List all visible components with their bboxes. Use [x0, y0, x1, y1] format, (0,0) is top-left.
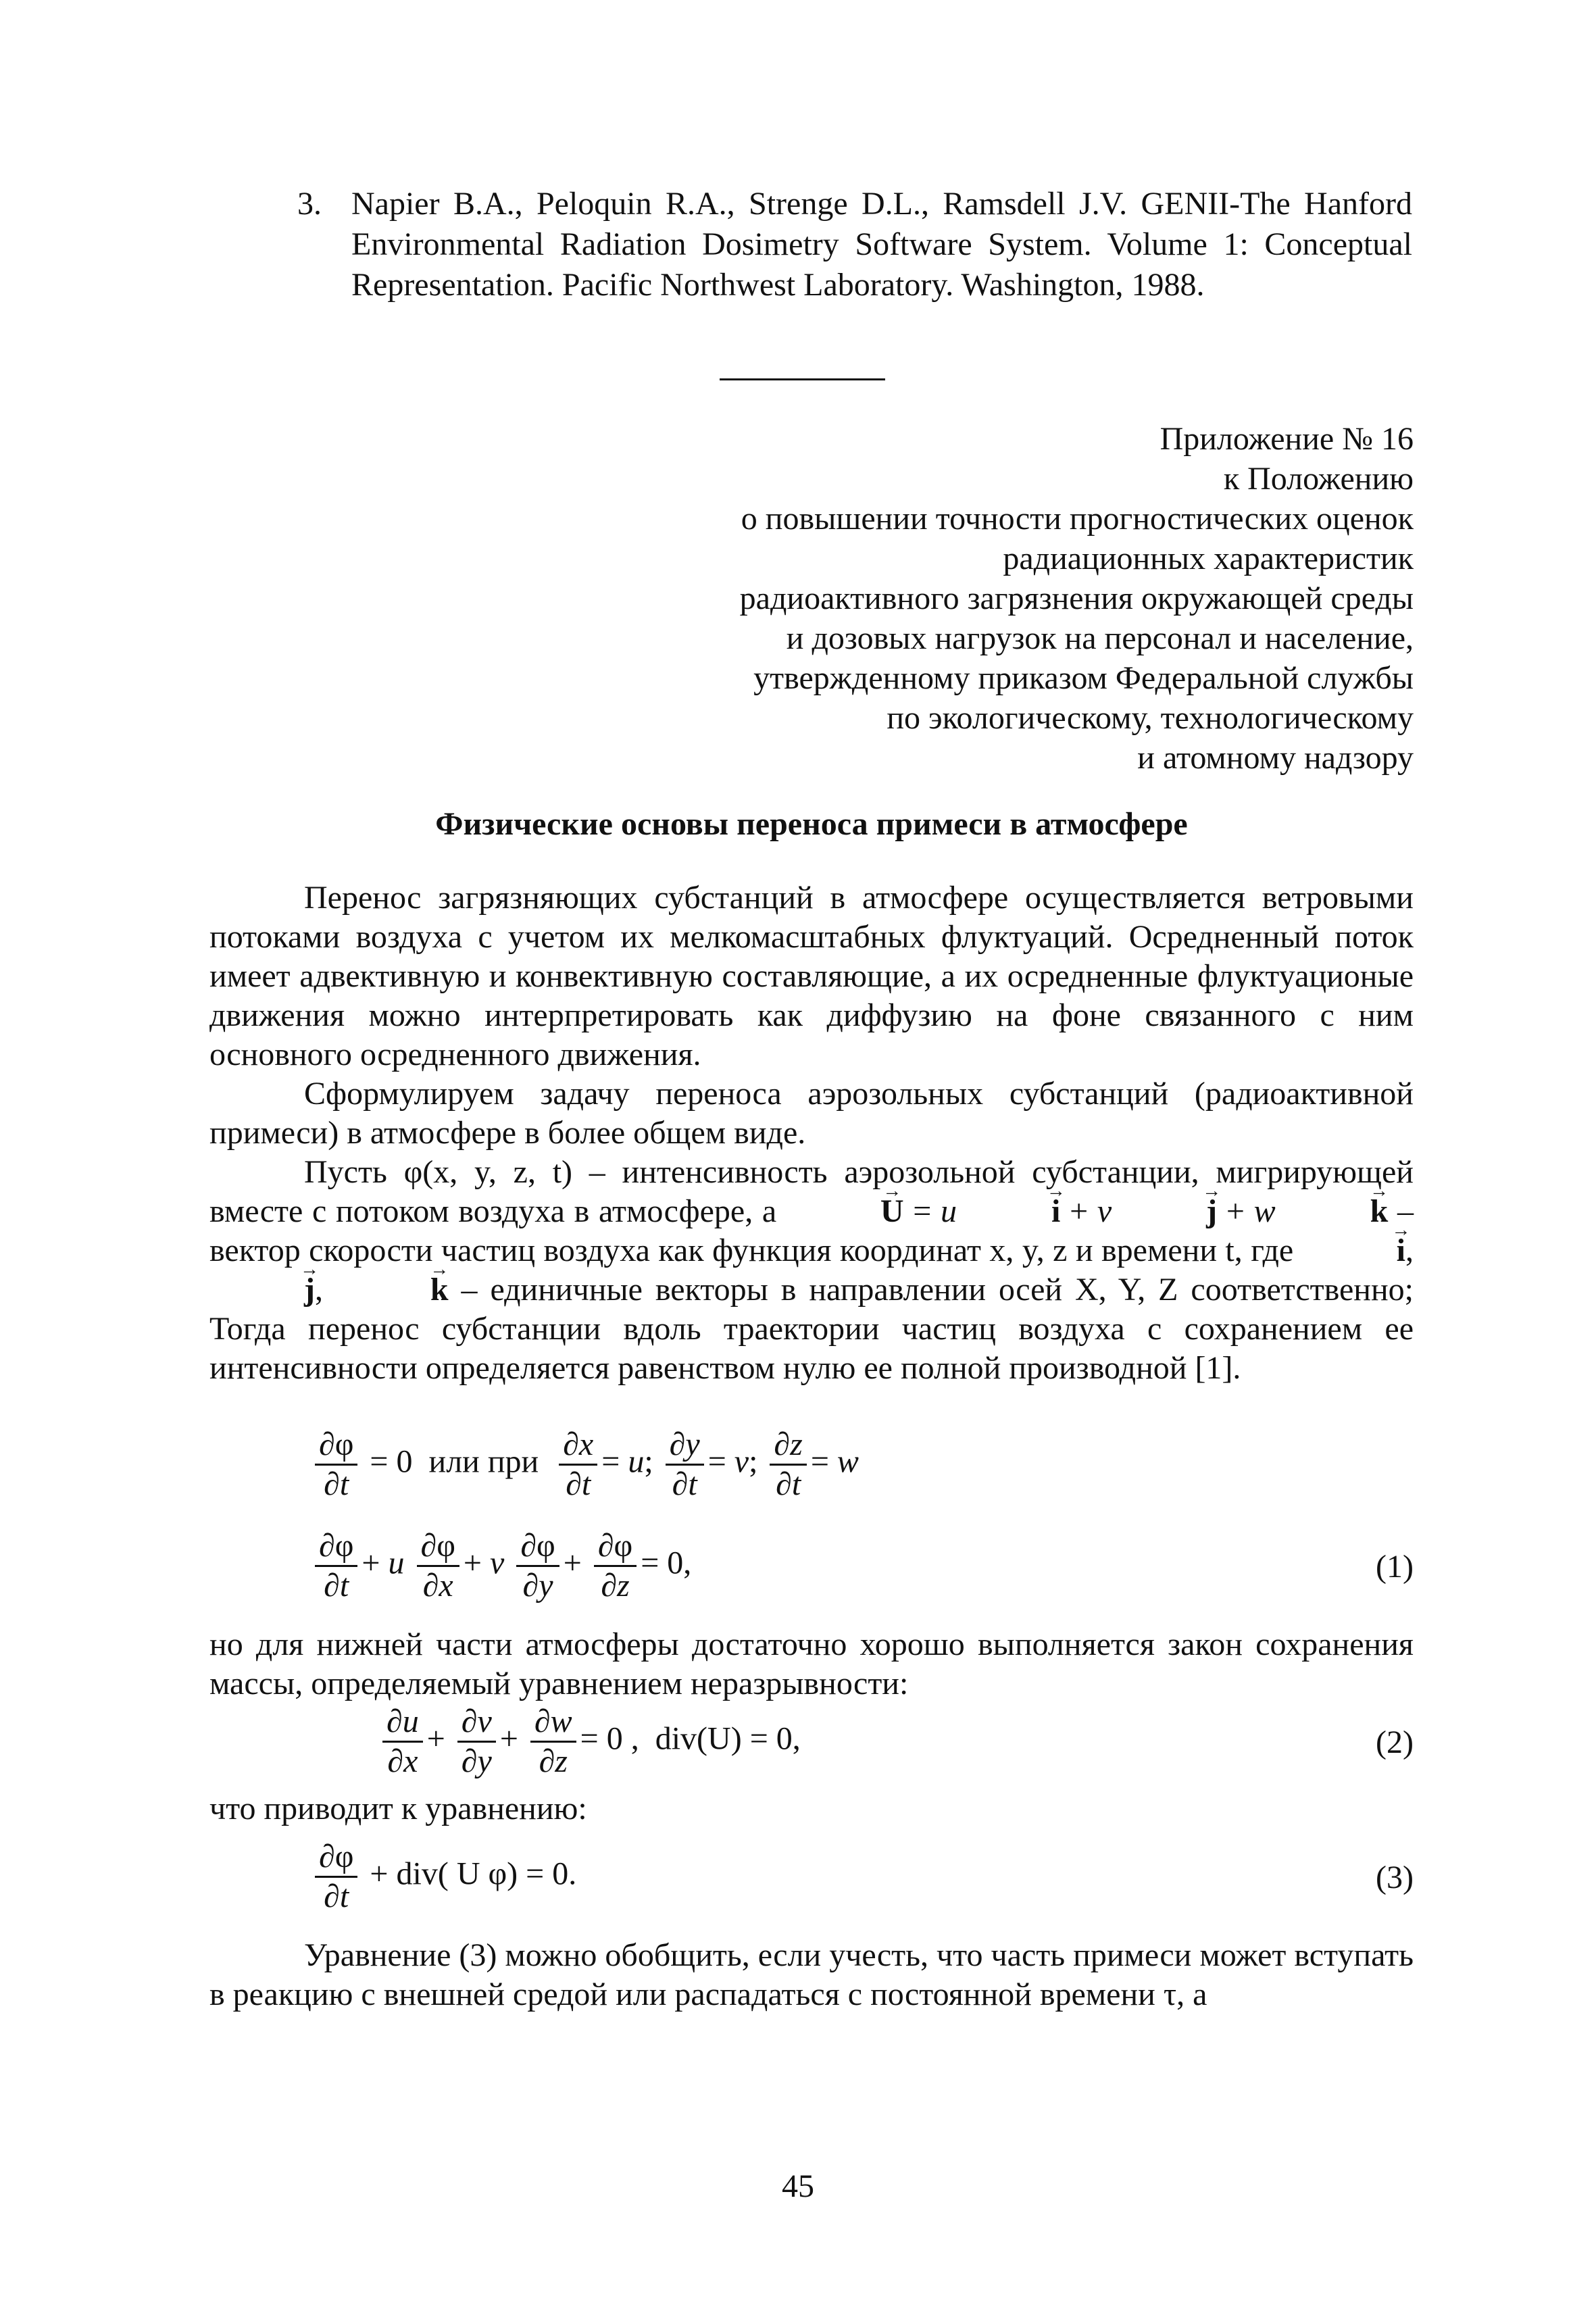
- appendix-line: о повышении точности прогностических оценок: [741, 501, 1414, 537]
- definition-text-b: – вектор скорости частиц воздуха как функция координат x, y, z и времени t, где: [209, 1193, 1414, 1268]
- equation-total-derivative: $\frac{\partial\varphi}{\partial t}$ = 0 или при $\frac{\partial x}{\partial t}$ = u; $\frac{\partial y}{\partial t}$ = v; $\frac{\partial z}{\partial t}$ = w: [311, 1426, 859, 1503]
- definition-text-a: Пусть φ(x, y, z, t) – интенсивность аэрозольной субстанции, мигрирующей вместе с потоком воздуха в атмосфере, а: [209, 1154, 1414, 1229]
- separator-line: [720, 378, 885, 380]
- equation-2-number: (2): [1376, 1724, 1414, 1760]
- velocity-vector-formula: U → = u i → + v j → + w k →: [786, 1193, 1397, 1229]
- reference-item: [297, 184, 1412, 305]
- equation-3-number: (3): [1376, 1860, 1414, 1895]
- equation-1: $\frac{\partial\varphi}{\partial t}$ + u $\frac{\partial\varphi}{\partial x}$ + v $\frac{\partial\varphi}{\partial y}$ + $\frac{\partial\varphi}{\partial z}$ = 0,: [311, 1527, 691, 1605]
- appendix-header: [468, 419, 1414, 778]
- paragraph-mass-conservation: но для нижней части атмосферы достаточно хорошо выполняется закон сохранения массы, определяемый уравнением неразрывности:: [209, 1626, 1414, 1701]
- equation-3: $\frac{\partial\varphi}{\partial t}$ + div( U φ) = 0.: [311, 1838, 576, 1916]
- appendix-line: и атомному надзору: [1137, 740, 1414, 776]
- appendix-line: по экологическому, технологическому: [887, 700, 1414, 736]
- paragraph-generalization: Уравнение (3) можно обобщить, если учесть, что часть примеси может вступать в реакцию с внешней средой или распадаться с постоянной времени τ, а: [209, 1937, 1414, 2012]
- paragraph-leads-to: что приводит к уравнению:: [209, 1791, 587, 1826]
- div-u-text: div(U) = 0,: [655, 1720, 801, 1757]
- unit-vectors: i →, j →, k →: [209, 1233, 1414, 1308]
- appendix-line: утвержденному приказом Федеральной службы: [753, 660, 1414, 696]
- paragraph-definition: [209, 1153, 1414, 1388]
- equation-2: $\frac{\partial u}{\partial x}$ + $\frac{\partial v}{\partial y}$ + $\frac{\partial w}{\partial z}$ = 0 , div(U) = 0,: [378, 1703, 801, 1781]
- div-u-phi-text: + div( U φ) = 0.: [370, 1856, 577, 1892]
- paragraph-transport: Перенос загрязняющих субстанций в атмосфере осуществляется ветровыми потоками воздуха с учетом их мелкомасштабных флуктуаций. Осредненный поток имеет адвективную и конвективную составляющие, а их осредненные флуктуационые движения можно интерпретировать как диффузию на фоне связанного с ним основного осредненного движения.: [209, 880, 1414, 1072]
- definition-text-c: – единичные векторы в направлении осей X, Y, Z соответственно; Тогда перенос субстанции вдоль траектории частиц воздуха с сохранением ее интенсивности определяется равенством нулю ее полной производной [1].: [209, 1272, 1414, 1386]
- reference-number: 3.: [297, 186, 322, 222]
- paragraph-formulation: Сформулируем задачу переноса аэрозольных субстанций (радиоактивной примеси) в атмосфере в более общем виде.: [209, 1076, 1414, 1151]
- appendix-line: Приложение № 16: [1159, 421, 1414, 457]
- page-number: 45: [782, 2168, 814, 2204]
- or-when-text: или при: [428, 1443, 539, 1480]
- appendix-line: к Положению: [1223, 461, 1414, 497]
- reference-text: Napier B.A., Peloquin R.A., Strenge D.L., Ramsdell J.V. GENII-The Hanford Environmental Radiation Dosimetry Software System. Volume 1: Conceptual Representation. Pacific Northwest Laboratory. Washington, 1988.: [351, 186, 1412, 303]
- appendix-line: радиационных характеристик: [1003, 541, 1414, 576]
- section-title: Физические основы переноса примеси в атмосфере: [435, 806, 1188, 842]
- equation-1-number: (1): [1376, 1549, 1414, 1585]
- appendix-line: и дозовых нагрузок на персонал и население,: [786, 620, 1414, 656]
- appendix-line: радиоактивного загрязнения окружающей среды: [739, 580, 1414, 616]
